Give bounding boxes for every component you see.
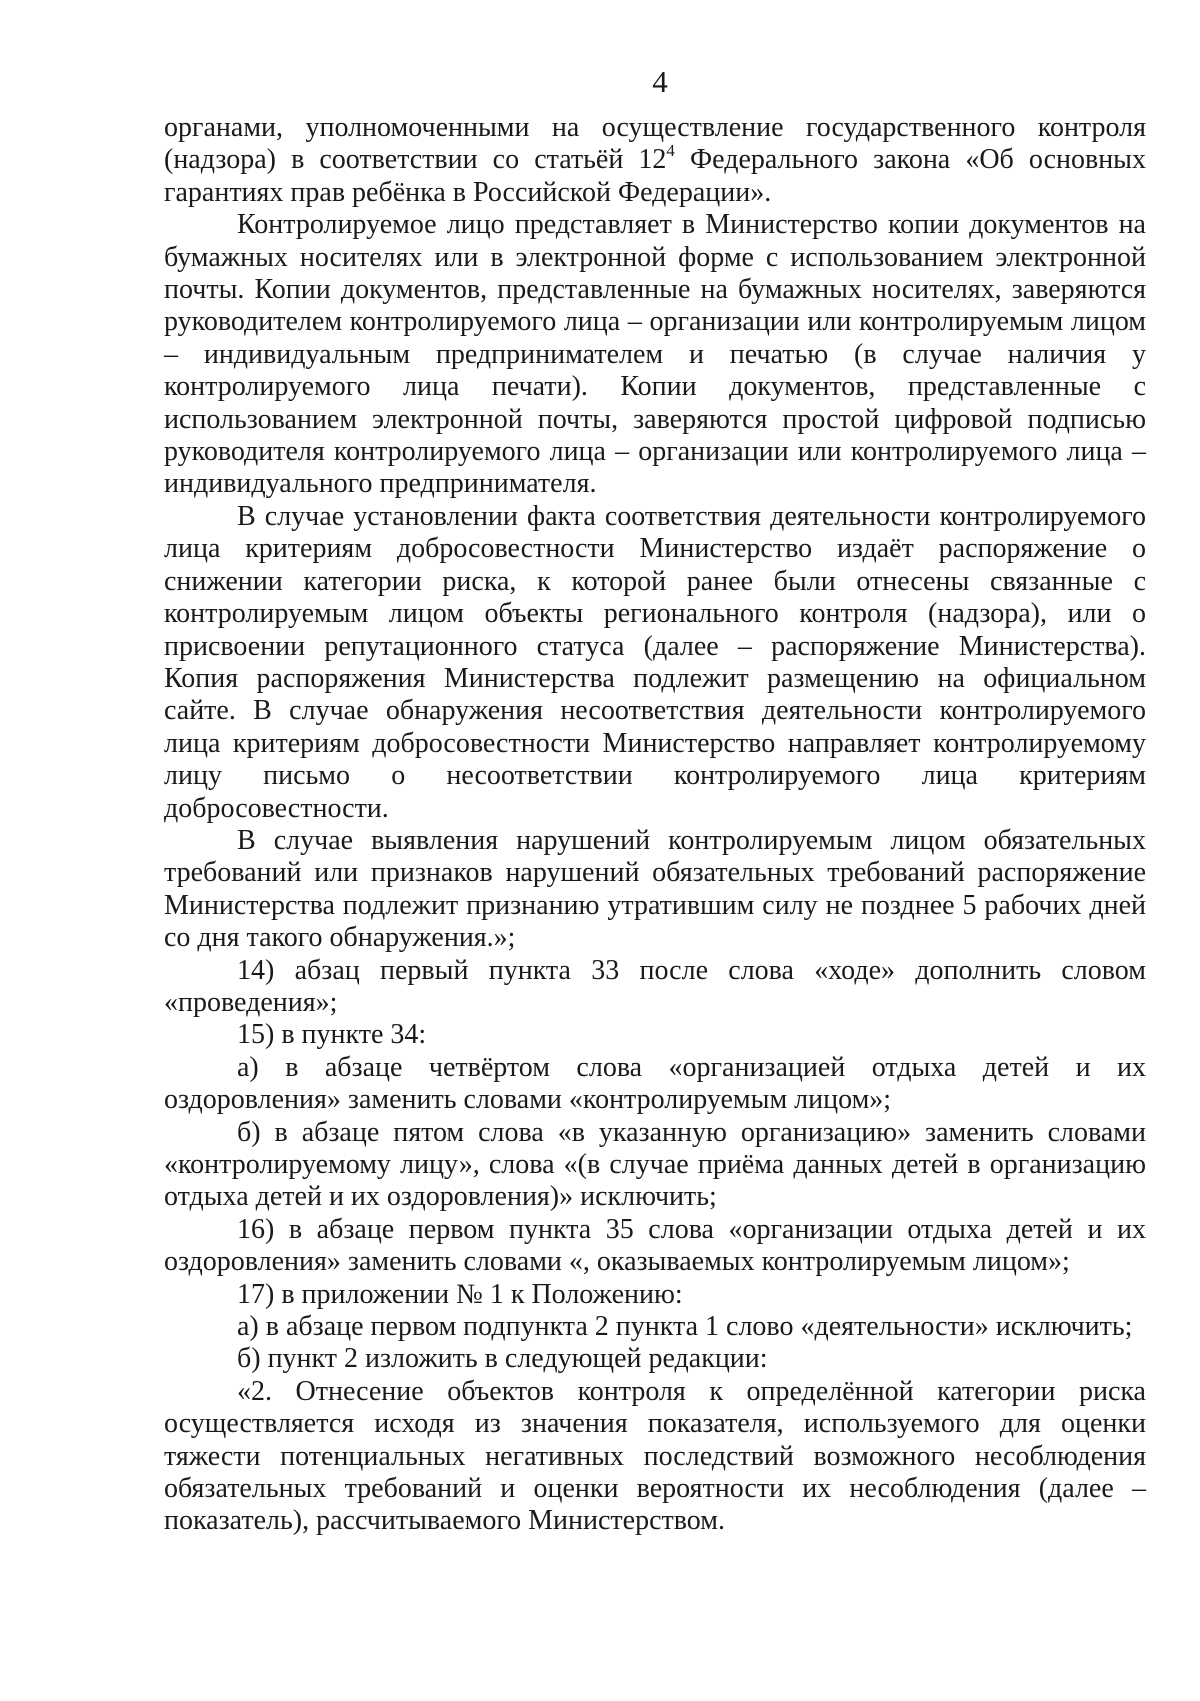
paragraph: а) в абзаце четвёртом слова «организацией отдыха детей и их оздоровления» заменить словами «контролируемым лицом»; [164, 1051, 1146, 1116]
paragraph: б) в абзаце пятом слова «в указанную организацию» заменить словами «контролируемому лицу», слова «(в случае приёма данных детей в организацию отдыха детей и их оздоровления)» исключить; [164, 1116, 1146, 1213]
paragraph: б) пункт 2 изложить в следующей редакции: [237, 1343, 768, 1375]
page-number: 4 [652, 64, 668, 99]
paragraph-text: органами, уполномоченными на осуществление государственного контроля (надзора) в соответствии со статьёй 12 [164, 112, 1146, 176]
paragraph: 17) в приложении № 1 к Положению: [237, 1278, 683, 1310]
paragraph: «2. Отнесение объектов контроля к определённой категории риска осуществляется исходя из значения показателя, используемого для оценки тяжести потенциальных негативных последствий возможного несоблюдения обязательных требований и оценки вероятности их несоблюдения (далее – показатель), рассчитываемого Министерством. [164, 1375, 1146, 1537]
paragraph [164, 112, 1146, 209]
document-body [164, 112, 1146, 1538]
paragraph: 15) в пункте 34: [237, 1019, 427, 1051]
paragraph: 16) в абзаце первом пункта 35 слова «организации отдыха детей и их оздоровления» заменить словами «, оказываемых контролируемым лицом»; [164, 1213, 1146, 1278]
paragraph: В случае установлении факта соответствия деятельности контролируемого лица критериям добросовестности Министерство издаёт распоряжение о снижении категории риска, к которой ранее были отнесены связанные с контролируемым лицом объекты регионального контроля (надзора), или о присвоении репутационного статуса (далее – распоряжение Министерства). Копия распоряжения Министерства подлежит размещению на официальном сайте. В случае обнаружения несоответствия деятельности контролируемого лица критериям добросовестности Министерство направляет контролируемому лицу письмо о несоответствии контролируемого лица критериям добросовестности. [164, 500, 1146, 824]
paragraph: В случае выявления нарушений контролируемым лицом обязательных требований или признаков нарушений обязательных требований распоряжение Министерства подлежит признанию утратившим силу не позднее 5 рабочих дней со дня такого обнаружения.»; [164, 824, 1146, 954]
article-superscript: 4 [666, 141, 675, 161]
paragraph: 14) абзац первый пункта 33 после слова «ходе» дополнить словом «проведения»; [164, 954, 1146, 1018]
paragraph: Контролируемое лицо представляет в Министерство копии документов на бумажных носителях или в электронной форме с использованием электронной почты. Копии документов, представленные на бумажных носителях, заверяются руководителем контролируемого лица – организации или контролируемым лицом – индивидуальным предпринимателем и печатью (в случае наличия у контролируемого лица печати). Копии документов, представленные с использованием электронной почты, заверяются простой цифровой подписью руководителя контролируемого лица – организации или контролируемого лица – индивидуального предпринимателя. [164, 209, 1146, 500]
paragraph: а) в абзаце первом подпункта 2 пункта 1 слово «деятельности» исключить; [237, 1311, 1133, 1343]
paragraph-text: Федерального закона «Об основных гарантиях прав ребёнка в Российской Федерации». [164, 144, 1146, 208]
